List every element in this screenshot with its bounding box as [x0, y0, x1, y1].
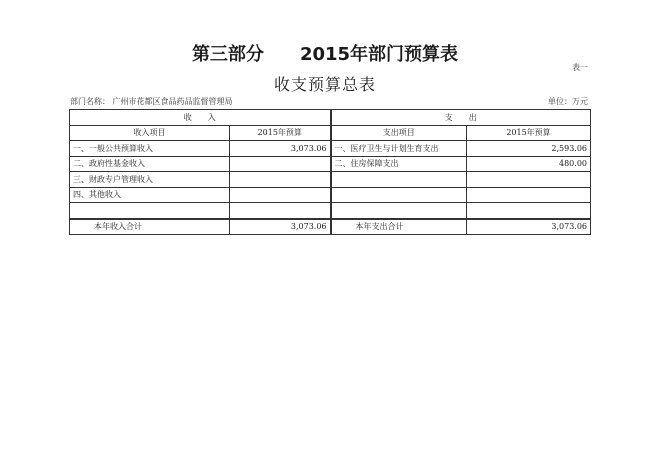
- income-item: 三、财政专户管理收入: [70, 172, 230, 188]
- document-title: 2015年部门预算表: [299, 44, 459, 65]
- table-row: [70, 141, 591, 157]
- income-total-label: 本年收入合计: [70, 219, 230, 235]
- section-header-row: [70, 110, 591, 126]
- summary-title: 收支预算总表: [273, 75, 376, 94]
- expense-value: [467, 172, 591, 188]
- expense-value: 2,593.06: [467, 141, 591, 157]
- expense-budget-header: 2015年预算: [467, 125, 591, 141]
- income-item-header: 收入项目: [70, 125, 230, 141]
- income-item: 一、一般公共预算收入: [70, 141, 230, 157]
- expense-item: [331, 203, 467, 219]
- budget-summary-table: [69, 109, 591, 235]
- total-row: [70, 219, 591, 235]
- income-budget-header: 2015年预算: [230, 125, 331, 141]
- column-header-row: [70, 125, 591, 141]
- income-item: 二、政府性基金收入: [70, 156, 230, 172]
- income-section-header: 收 入: [70, 110, 331, 126]
- income-item: [70, 203, 230, 219]
- expense-value: [467, 187, 591, 203]
- unit-label: 单位：万元: [548, 97, 588, 106]
- department-name: 部门名称： 广州市花都区食品药品监督管理局: [70, 97, 233, 106]
- expense-total-label: 本年支出合计: [331, 219, 467, 235]
- table-number: 表一: [572, 63, 588, 72]
- table-row: [70, 172, 591, 188]
- page-title: [0, 40, 650, 66]
- expense-item: [331, 172, 467, 188]
- expense-item: 一、医疗卫生与计划生育支出: [331, 141, 467, 157]
- income-value: [230, 187, 331, 203]
- expense-section-header: 支 出: [331, 110, 591, 126]
- income-value: 3,073.06: [230, 141, 331, 157]
- table-row: [70, 203, 591, 219]
- expense-item-header: 支出项目: [331, 125, 467, 141]
- table-row: [70, 156, 591, 172]
- expense-value: 480.00: [467, 156, 591, 172]
- expense-item: 二、住房保障支出: [331, 156, 467, 172]
- income-value: [230, 156, 331, 172]
- page-part-label: 第三部分: [191, 44, 264, 65]
- expense-total-value: 3,073.06: [467, 219, 591, 235]
- income-total-value: 3,073.06: [230, 219, 331, 235]
- expense-item: [331, 187, 467, 203]
- income-value: [230, 203, 331, 219]
- income-value: [230, 172, 331, 188]
- expense-value: [467, 203, 591, 219]
- income-item: 四、其他收入: [70, 187, 230, 203]
- table-row: [70, 187, 591, 203]
